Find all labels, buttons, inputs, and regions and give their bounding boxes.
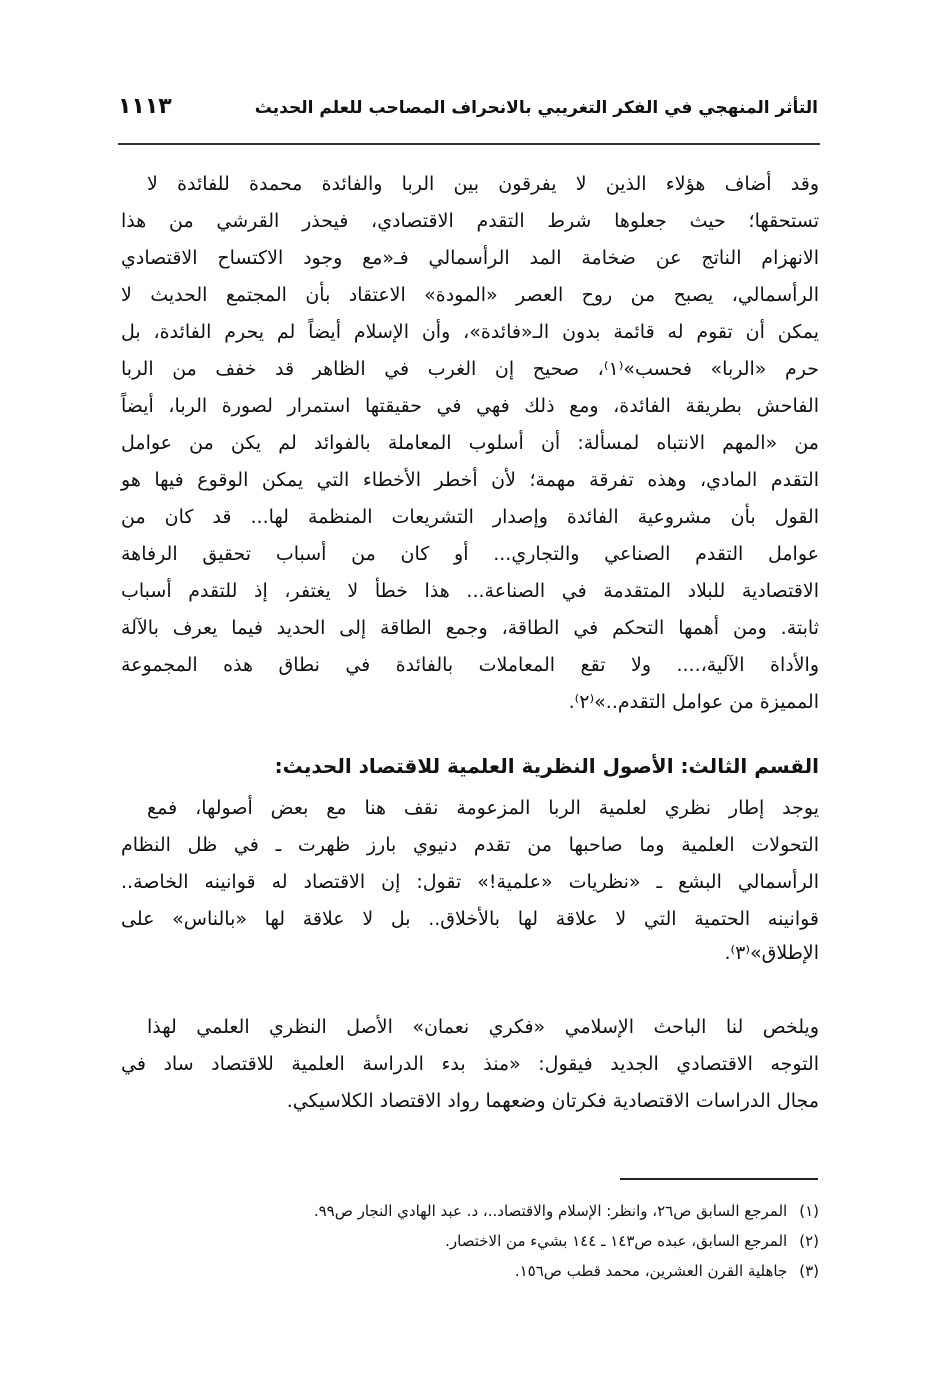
footnote xyxy=(314,1202,819,1220)
paragraph1-line: القول بأن مشروعية الفائدة وإصدار التشريعات المنظمة لها... قد كان من xyxy=(121,506,819,528)
footnote-number: (١) xyxy=(799,1202,819,1220)
footnote-text: المرجع السابق ص٢٦، وانظر: الإسلام والاقتصاد..، د. عبد الهادي النجار ص٩٩. xyxy=(313,1202,788,1220)
footnote-number: (٣) xyxy=(799,1262,819,1280)
paragraph1-line: الرأسمالي، يصبح من روح العصر «المودة» الاعتقاد بأن المجتمع الحديث لا xyxy=(121,284,819,306)
section-heading: القسم الثالث: الأصول النظرية العلمية للاقتصاد الحديث: xyxy=(274,754,819,778)
paragraph1-line: الانهزام الناتج عن ضخامة المد الرأسمالي فـ«مع وجود الاكتساح الاقتصادي xyxy=(121,247,819,269)
paragraph1-line: تستحقها؛ حيث جعلوها شرط التقدم الاقتصادي، فيحذر القرشي من هذا xyxy=(121,210,819,232)
paragraph1-line: وقد أضاف هؤلاء الذين لا يفرقون بين الربا والفائدة محمدة للفائدة لا xyxy=(147,173,819,195)
footnote xyxy=(515,1262,819,1280)
paragraph3-line: مجال الدراسات الاقتصادية فكرتان وضعهما رواد الاقتصاد الكلاسيكي. xyxy=(286,1090,819,1112)
paragraph1-line: يمكن أن تقوم له قائمة بدون الـ«فائدة»، وأن الإسلام أيضاً لم يحرم الفائدة، بل xyxy=(121,321,819,343)
paragraph2-line: التحولات العلمية وما صاحبها من تقدم دنيوي بارز ظهرت ـ في ظل النظام xyxy=(121,834,819,856)
page-number: ١١١٣ xyxy=(118,94,172,119)
paragraph1-line: الاقتصادية للبلاد المتقدمة في الصناعة... هذا خطأ لا يغتفر، إذ للتقدم أسباب xyxy=(121,580,819,602)
paragraph1-line: المميزة من عوامل التقدم..»⁽٢⁾. xyxy=(568,691,819,713)
paragraph1-line: عوامل التقدم الصناعي والتجاري... أو كان من أسباب تحقيق الرفاهة xyxy=(121,543,819,565)
paragraph2-line: يوجد إطار نظري لعلمية الربا المزعومة نقف هنا مع بعض أصولها، فمع xyxy=(147,797,819,819)
paragraph1-line: من «المهم الانتباه لمسألة: أن أسلوب المعاملة بالفوائد لم يكن من عوامل xyxy=(121,432,819,454)
paragraph1-line: الفاحش بطريقة الفائدة، ومع ذلك فهي في حقيقتها استمرار لصورة الربا، أيضاً xyxy=(121,395,819,417)
header-divider xyxy=(118,143,820,145)
footnote xyxy=(445,1232,819,1250)
paragraph1-line: والأداة الآلية،.... ولا تقع المعاملات بالفائدة في نطاق هذه المجموعة xyxy=(121,654,819,676)
footnote-text: جاهلية القرن العشرين، محمد قطب ص١٥٦. xyxy=(514,1262,788,1280)
paragraph1-line: التقدم المادي، وهذه تفرقة مهمة؛ لأن أخطر الأخطاء التي يمكن الوقوع فيها هو xyxy=(121,469,819,491)
paragraph1-line: حرم «الربا» فحسب»⁽١⁾، صحيح إن الغرب في الظاهر قد خفف من الربا xyxy=(121,358,819,380)
footnote-text: المرجع السابق، عبده ص١٤٣ ـ ١٤٤ بشيء من الاختصار. xyxy=(445,1232,788,1250)
paragraph2-line: الإطلاق»⁽٣⁾. xyxy=(724,942,819,964)
paragraph3-line: ويلخص لنا الباحث الإسلامي «فكري نعمان» الأصل النظري العلمي لهذا xyxy=(147,1016,819,1038)
paragraph1-line: ثابتة. ومن أهمها التحكم في الطاقة، وجمع الطاقة إلى الحديد فيما يعرف بالآلة xyxy=(121,617,819,639)
paragraph2-line: قوانينه الحتمية التي لا علاقة لها بالأخلاق.. بل لا علاقة لها «بالناس» على xyxy=(121,908,819,930)
paragraph3-line: التوجه الاقتصادي الجديد فيقول: «منذ بدء الدراسة العلمية للاقتصاد ساد في xyxy=(121,1053,819,1075)
footnote-divider xyxy=(620,1178,818,1180)
footnote-number: (٢) xyxy=(799,1232,819,1250)
paragraph2-line: الرأسمالي البشع ـ «نظريات «علمية!» تقول: إن الاقتصاد له قوانينه الخاصة.. xyxy=(121,871,819,893)
running-header-title: التأثر المنهجي في الفكر التغريبي بالانحراف المصاحب للعلم الحديث xyxy=(254,98,818,118)
